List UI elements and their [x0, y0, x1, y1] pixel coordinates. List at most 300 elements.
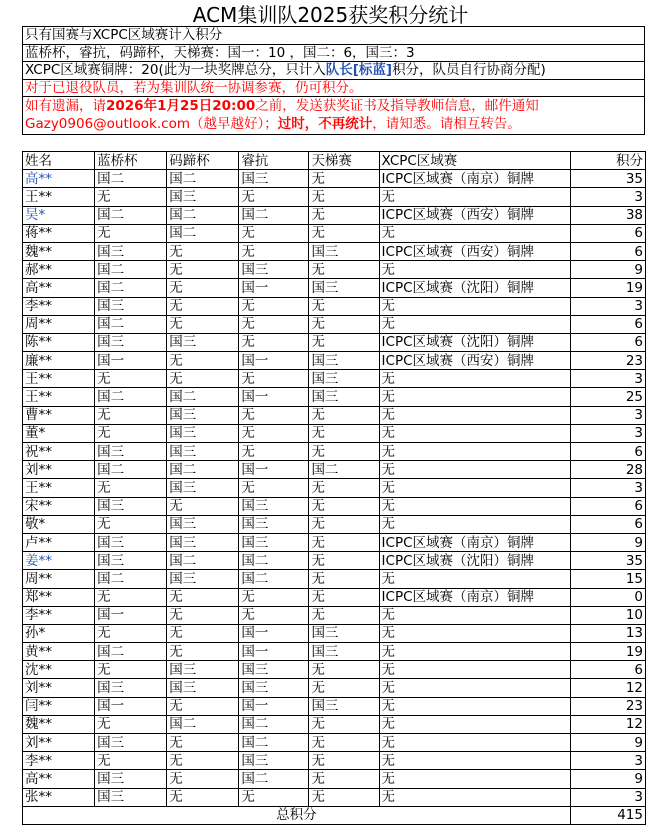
note-national-points: 蓝桥杯，睿抗，码蹄杯，天梯赛：国一：10 ，国二：6，国三：3 [22, 44, 645, 62]
cell-xcpc: 无 [379, 224, 570, 242]
cell-mati: 无 [167, 624, 239, 642]
cell-score: 6 [570, 242, 645, 260]
table-row [23, 424, 646, 442]
table-row [23, 770, 646, 788]
cell-lanqiao: 国二 [95, 643, 167, 661]
cell-name: 高** [23, 770, 95, 788]
cell-name: 吴* [23, 206, 95, 224]
cell-ruikang: 国一 [239, 388, 309, 406]
cell-tianti: 无 [309, 752, 379, 770]
cell-mati: 国二 [167, 715, 239, 733]
cell-lanqiao: 国三 [95, 679, 167, 697]
cell-tianti: 无 [309, 533, 379, 551]
table-row [23, 515, 646, 533]
header-xcpc: XCPC区域赛 [379, 152, 570, 170]
cell-xcpc: 无 [379, 715, 570, 733]
cell-ruikang: 国一 [239, 279, 309, 297]
cell-ruikang: 无 [239, 606, 309, 624]
cell-ruikang: 国三 [239, 661, 309, 679]
cell-name: 李** [23, 297, 95, 315]
cell-xcpc: 无 [379, 315, 570, 333]
cell-mati: 无 [167, 279, 239, 297]
cell-name: 魏** [23, 242, 95, 260]
cell-name: 高** [23, 279, 95, 297]
cell-tianti: 无 [309, 770, 379, 788]
cell-xcpc: 无 [379, 515, 570, 533]
header-mati: 码蹄杯 [167, 152, 239, 170]
table-row [23, 352, 646, 370]
cell-name: 曹** [23, 406, 95, 424]
cell-tianti: 国三 [309, 242, 379, 260]
cell-mati: 国三 [167, 533, 239, 551]
cell-lanqiao: 国三 [95, 297, 167, 315]
cell-lanqiao: 无 [95, 370, 167, 388]
cell-lanqiao: 国三 [95, 443, 167, 461]
cell-mati: 国三 [167, 406, 239, 424]
cell-mati: 国二 [167, 224, 239, 242]
table-row [23, 315, 646, 333]
cell-score: 23 [570, 697, 645, 715]
cell-score: 13 [570, 624, 645, 642]
cell-score: 3 [570, 788, 645, 806]
cell-tianti: 国三 [309, 388, 379, 406]
cell-lanqiao: 国二 [95, 261, 167, 279]
cell-lanqiao: 无 [95, 188, 167, 206]
cell-lanqiao: 国二 [95, 461, 167, 479]
cell-score: 9 [570, 734, 645, 752]
cell-score: 0 [570, 588, 645, 606]
table-row [23, 170, 646, 188]
cell-xcpc: ICPC区域赛（西安）铜牌 [379, 352, 570, 370]
table-row [23, 461, 646, 479]
cell-xcpc: 无 [379, 188, 570, 206]
cell-name: 张** [23, 788, 95, 806]
cell-ruikang: 无 [239, 315, 309, 333]
cell-mati: 无 [167, 752, 239, 770]
cell-lanqiao: 国一 [95, 606, 167, 624]
total-row [23, 806, 646, 824]
cell-name: 陈** [23, 333, 95, 351]
cell-tianti: 国三 [309, 697, 379, 715]
cell-tianti: 无 [309, 679, 379, 697]
cell-name: 高** [23, 170, 95, 188]
cell-score: 12 [570, 679, 645, 697]
cell-lanqiao: 国二 [95, 279, 167, 297]
cell-mati: 国二 [167, 461, 239, 479]
cell-mati: 无 [167, 261, 239, 279]
cell-xcpc: 无 [379, 443, 570, 461]
cell-score: 3 [570, 188, 645, 206]
table-row [23, 261, 646, 279]
cell-score: 23 [570, 352, 645, 370]
cell-mati: 国三 [167, 424, 239, 442]
cell-tianti: 无 [309, 497, 379, 515]
table-row [23, 570, 646, 588]
cell-mati: 国三 [167, 333, 239, 351]
cell-tianti: 无 [309, 479, 379, 497]
cell-score: 6 [570, 333, 645, 351]
table-row [23, 643, 646, 661]
cell-xcpc: 无 [379, 570, 570, 588]
table-row [23, 297, 646, 315]
note-contact-tail: ，请知悉。请相互转告。 [372, 115, 521, 132]
cell-lanqiao: 无 [95, 515, 167, 533]
cell-score: 3 [570, 406, 645, 424]
cell-score: 15 [570, 570, 645, 588]
note-retired-members: 对于已退役队员，若为集训队统一协调参赛，仍可积分。 [22, 79, 645, 97]
cell-lanqiao: 无 [95, 661, 167, 679]
cell-name: 王** [23, 370, 95, 388]
cell-score: 12 [570, 715, 645, 733]
cell-lanqiao: 国三 [95, 770, 167, 788]
cell-name: 魏** [23, 715, 95, 733]
cell-lanqiao: 国三 [95, 497, 167, 515]
cell-ruikang: 国二 [239, 570, 309, 588]
cell-ruikang: 国一 [239, 697, 309, 715]
cell-lanqiao: 无 [95, 624, 167, 642]
cell-tianti: 无 [309, 170, 379, 188]
cell-xcpc: 无 [379, 479, 570, 497]
cell-score: 6 [570, 515, 645, 533]
table-row [23, 533, 646, 551]
cell-ruikang: 无 [239, 479, 309, 497]
table-row [23, 370, 646, 388]
cell-tianti: 无 [309, 188, 379, 206]
cell-ruikang: 无 [239, 224, 309, 242]
cell-lanqiao: 国二 [95, 206, 167, 224]
cell-tianti: 国二 [309, 461, 379, 479]
header-tianti: 天梯赛 [309, 152, 379, 170]
note-deadline-c: 之前，发送获奖证书及指导教师信息，邮件通知 [255, 98, 539, 114]
cell-xcpc: 无 [379, 406, 570, 424]
cell-score: 6 [570, 497, 645, 515]
cell-name: 郝** [23, 261, 95, 279]
cell-xcpc: 无 [379, 661, 570, 679]
cell-name: 周** [23, 315, 95, 333]
cell-tianti: 无 [309, 443, 379, 461]
header-score: 积分 [570, 152, 645, 170]
cell-ruikang: 国一 [239, 352, 309, 370]
cell-ruikang: 无 [239, 242, 309, 260]
cell-score: 3 [570, 370, 645, 388]
cell-score: 35 [570, 170, 645, 188]
cell-mati: 无 [167, 352, 239, 370]
table-row [23, 679, 646, 697]
cell-ruikang: 国一 [239, 643, 309, 661]
cell-tianti: 无 [309, 588, 379, 606]
cell-mati: 国三 [167, 188, 239, 206]
cell-tianti: 无 [309, 715, 379, 733]
cell-mati: 无 [167, 734, 239, 752]
note-deadline [22, 96, 645, 135]
cell-score: 38 [570, 206, 645, 224]
cell-xcpc: 无 [379, 424, 570, 442]
table-row [23, 588, 646, 606]
cell-ruikang: 国二 [239, 770, 309, 788]
cell-tianti: 无 [309, 261, 379, 279]
cell-ruikang: 无 [239, 406, 309, 424]
cell-tianti: 国三 [309, 624, 379, 642]
cell-tianti: 无 [309, 788, 379, 806]
cell-tianti: 国三 [309, 352, 379, 370]
cell-tianti: 无 [309, 552, 379, 570]
cell-mati: 国三 [167, 570, 239, 588]
cell-name: 郑** [23, 588, 95, 606]
cell-xcpc: 无 [379, 770, 570, 788]
cell-ruikang: 国二 [239, 552, 309, 570]
table-row [23, 406, 646, 424]
cell-mati: 无 [167, 242, 239, 260]
cell-score: 3 [570, 424, 645, 442]
table-row [23, 224, 646, 242]
table-row [23, 479, 646, 497]
cell-score: 6 [570, 224, 645, 242]
rules-notes [22, 26, 645, 135]
cell-score: 25 [570, 388, 645, 406]
cell-ruikang: 国二 [239, 715, 309, 733]
table-row [23, 242, 646, 260]
cell-xcpc: ICPC区域赛（西安）铜牌 [379, 242, 570, 260]
cell-name: 姜** [23, 552, 95, 570]
cell-lanqiao: 无 [95, 715, 167, 733]
cell-name: 廉** [23, 352, 95, 370]
table-row [23, 697, 646, 715]
table-row [23, 206, 646, 224]
cell-mati: 国二 [167, 388, 239, 406]
cell-name: 宋** [23, 497, 95, 515]
cell-tianti: 无 [309, 224, 379, 242]
cell-score: 19 [570, 643, 645, 661]
cell-lanqiao: 国一 [95, 697, 167, 715]
cell-ruikang: 国三 [239, 497, 309, 515]
cell-xcpc: 无 [379, 497, 570, 515]
cell-lanqiao: 无 [95, 424, 167, 442]
score-table [22, 151, 646, 825]
cell-tianti: 无 [309, 570, 379, 588]
table-row [23, 388, 646, 406]
cell-mati: 国二 [167, 170, 239, 188]
note-xcpc-text-c: 积分，队员自行协商分配) [392, 62, 546, 78]
cell-tianti: 无 [309, 734, 379, 752]
table-row [23, 752, 646, 770]
cell-mati: 无 [167, 788, 239, 806]
cell-xcpc: 无 [379, 679, 570, 697]
cell-lanqiao: 无 [95, 588, 167, 606]
cell-mati: 国二 [167, 552, 239, 570]
cell-name: 敬* [23, 515, 95, 533]
cell-ruikang: 无 [239, 333, 309, 351]
cell-mati: 国二 [167, 206, 239, 224]
cell-name: 刘** [23, 734, 95, 752]
cell-mati: 无 [167, 370, 239, 388]
cell-ruikang: 无 [239, 443, 309, 461]
cell-name: 蒋** [23, 224, 95, 242]
table-row [23, 624, 646, 642]
cell-xcpc: 无 [379, 606, 570, 624]
cell-score: 28 [570, 461, 645, 479]
cell-score: 6 [570, 661, 645, 679]
cell-name: 孙* [23, 624, 95, 642]
header-lanqiao: 蓝桥杯 [95, 152, 167, 170]
cell-tianti: 无 [309, 515, 379, 533]
cell-tianti: 国三 [309, 279, 379, 297]
table-row [23, 188, 646, 206]
cell-xcpc: 无 [379, 734, 570, 752]
cell-ruikang: 国三 [239, 533, 309, 551]
note-late-warning: 过时，不再统计 [277, 115, 373, 132]
cell-ruikang: 无 [239, 424, 309, 442]
cell-ruikang: 国三 [239, 170, 309, 188]
cell-xcpc: 无 [379, 297, 570, 315]
cell-score: 9 [570, 770, 645, 788]
cell-tianti: 无 [309, 297, 379, 315]
cell-name: 刘** [23, 461, 95, 479]
header-name: 姓名 [23, 152, 95, 170]
cell-lanqiao: 国二 [95, 315, 167, 333]
cell-tianti: 无 [309, 315, 379, 333]
cell-xcpc: 无 [379, 370, 570, 388]
table-row [23, 734, 646, 752]
page-title: ACM集训队2025获奖积分统计 [192, 3, 469, 27]
note-deadline-date: 2026年1月25日20:00 [106, 98, 256, 114]
cell-score: 3 [570, 479, 645, 497]
cell-mati: 国三 [167, 515, 239, 533]
table-row [23, 552, 646, 570]
table-row [23, 661, 646, 679]
cell-score: 3 [570, 297, 645, 315]
cell-mati: 国三 [167, 679, 239, 697]
cell-score: 9 [570, 261, 645, 279]
cell-name: 李** [23, 752, 95, 770]
cell-xcpc: ICPC区域赛（沈阳）铜牌 [379, 333, 570, 351]
cell-lanqiao: 无 [95, 224, 167, 242]
cell-mati: 无 [167, 606, 239, 624]
note-captain-highlight: 队长[标蓝] [325, 62, 393, 78]
cell-ruikang: 无 [239, 188, 309, 206]
cell-ruikang: 无 [239, 588, 309, 606]
cell-lanqiao: 国三 [95, 788, 167, 806]
cell-lanqiao: 国二 [95, 170, 167, 188]
cell-xcpc: ICPC区域赛（沈阳）铜牌 [379, 279, 570, 297]
cell-ruikang: 国三 [239, 261, 309, 279]
cell-mati: 国三 [167, 443, 239, 461]
cell-ruikang: 无 [239, 370, 309, 388]
table-row [23, 497, 646, 515]
cell-tianti: 国三 [309, 370, 379, 388]
cell-lanqiao: 无 [95, 479, 167, 497]
cell-tianti: 无 [309, 606, 379, 624]
cell-xcpc: 无 [379, 388, 570, 406]
cell-mati: 无 [167, 770, 239, 788]
cell-name: 王** [23, 479, 95, 497]
cell-score: 9 [570, 533, 645, 551]
cell-score: 35 [570, 552, 645, 570]
cell-lanqiao: 国一 [95, 352, 167, 370]
cell-name: 沈** [23, 661, 95, 679]
table-row [23, 606, 646, 624]
cell-mati: 无 [167, 643, 239, 661]
cell-name: 王** [23, 188, 95, 206]
cell-mati: 无 [167, 697, 239, 715]
cell-score: 19 [570, 279, 645, 297]
cell-xcpc: 无 [379, 697, 570, 715]
cell-name: 祝** [23, 443, 95, 461]
table-row [23, 443, 646, 461]
cell-tianti: 无 [309, 333, 379, 351]
cell-name: 李** [23, 606, 95, 624]
cell-tianti: 国三 [309, 643, 379, 661]
cell-ruikang: 国一 [239, 624, 309, 642]
note-scoring-scope: 只有国赛与XCPC区域赛计入积分 [22, 26, 645, 44]
cell-lanqiao: 国三 [95, 533, 167, 551]
cell-xcpc: 无 [379, 261, 570, 279]
cell-ruikang: 无 [239, 297, 309, 315]
cell-ruikang: 国三 [239, 515, 309, 533]
cell-ruikang: 国三 [239, 679, 309, 697]
table-header-row [23, 152, 646, 170]
cell-xcpc: 无 [379, 788, 570, 806]
cell-lanqiao: 国二 [95, 570, 167, 588]
table-row [23, 279, 646, 297]
note-deadline-a: 如有遗漏，请 [25, 98, 106, 114]
cell-name: 黄** [23, 643, 95, 661]
cell-ruikang: 无 [239, 788, 309, 806]
cell-tianti: 无 [309, 206, 379, 224]
cell-mati: 国三 [167, 661, 239, 679]
cell-xcpc: 无 [379, 624, 570, 642]
cell-ruikang: 国二 [239, 734, 309, 752]
cell-tianti: 无 [309, 424, 379, 442]
table-row [23, 788, 646, 806]
cell-mati: 无 [167, 315, 239, 333]
cell-lanqiao: 国三 [95, 333, 167, 351]
cell-score: 3 [570, 752, 645, 770]
cell-xcpc: 无 [379, 461, 570, 479]
cell-xcpc: ICPC区域赛（南京）铜牌 [379, 170, 570, 188]
cell-tianti: 无 [309, 661, 379, 679]
cell-mati: 国三 [167, 479, 239, 497]
cell-lanqiao: 无 [95, 752, 167, 770]
cell-mati: 无 [167, 497, 239, 515]
note-contact-email: Gazy0906@outlook.com（越早越好）； [25, 115, 278, 132]
cell-ruikang: 国三 [239, 752, 309, 770]
cell-mati: 无 [167, 297, 239, 315]
cell-ruikang: 国二 [239, 206, 309, 224]
cell-lanqiao: 无 [95, 406, 167, 424]
cell-lanqiao: 国三 [95, 734, 167, 752]
cell-name: 闫** [23, 697, 95, 715]
total-label: 总积分 [23, 806, 571, 824]
cell-name: 王** [23, 388, 95, 406]
cell-score: 6 [570, 315, 645, 333]
cell-xcpc: ICPC区域赛（南京）铜牌 [379, 533, 570, 551]
header-ruikang: 睿抗 [239, 152, 309, 170]
cell-ruikang: 国一 [239, 461, 309, 479]
cell-score: 10 [570, 606, 645, 624]
cell-xcpc: 无 [379, 643, 570, 661]
cell-name: 董* [23, 424, 95, 442]
cell-name: 卢** [23, 533, 95, 551]
note-xcpc-text-a: XCPC区域赛铜牌：20(此为一块奖牌总分，只计入 [25, 62, 326, 78]
cell-xcpc: ICPC区域赛（西安）铜牌 [379, 206, 570, 224]
cell-lanqiao: 国三 [95, 552, 167, 570]
total-value: 415 [570, 806, 645, 824]
cell-lanqiao: 国二 [95, 388, 167, 406]
cell-name: 刘** [23, 679, 95, 697]
table-row [23, 333, 646, 351]
cell-mati: 无 [167, 588, 239, 606]
cell-xcpc: ICPC区域赛（南京）铜牌 [379, 588, 570, 606]
